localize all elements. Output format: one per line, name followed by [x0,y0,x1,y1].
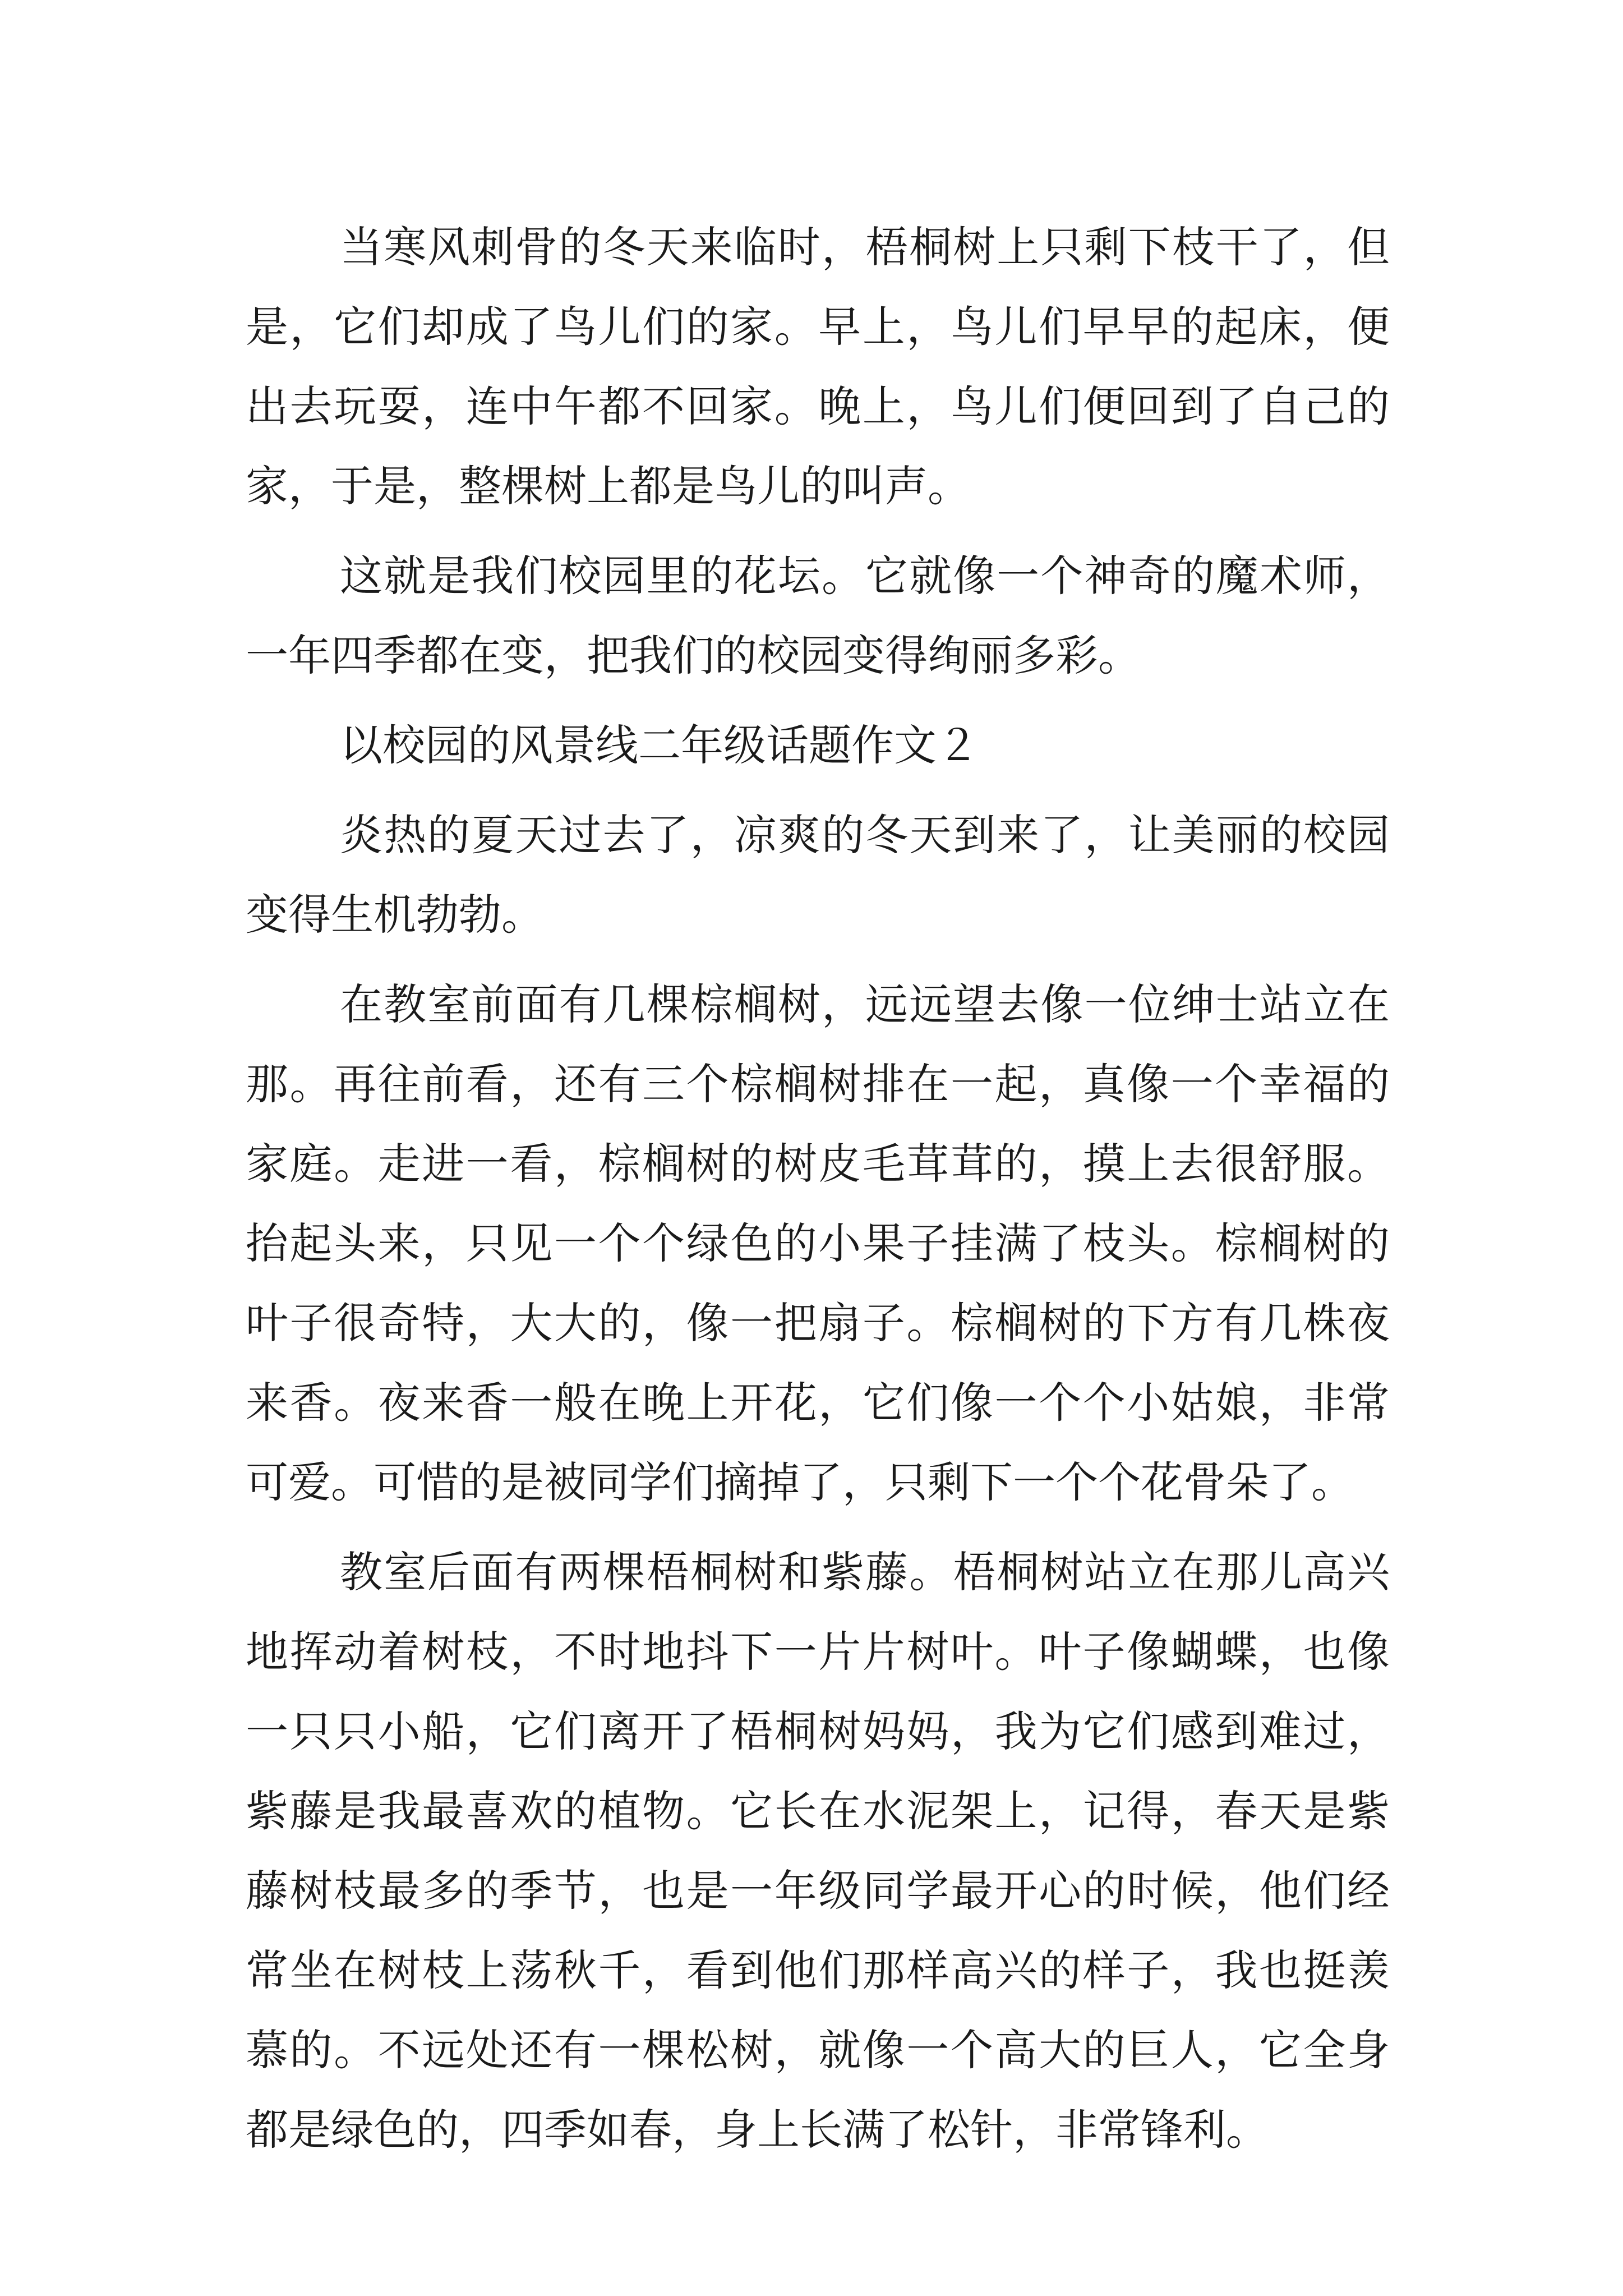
document-body [246,208,1390,2180]
paragraph-palm-trees: 在教室前面有几棵棕榈树，远远望去像一位绅士站立在那。再往前看，还有三个棕榈树排在一起，真像一个幸福的家庭。走进一看，棕榈树的树皮毛茸茸的，摸上去很舒服。抬起头来，只见一个个绿色的小果子挂满了枝头。棕榈树的叶子很奇特，大大的，像一把扇子。棕榈树的下方有几株夜来香。夜来香一般在晚上开花，它们像一个个小姑娘，非常可爱。可惜的是被同学们摘掉了，只剩下一个个花骨朵了。 [246,979,1390,1507]
paragraph-wutong-wisteria: 教室后面有两棵梧桐树和紫藤。梧桐树站立在那儿高兴地挥动着树枝，不时地抖下一片片树叶。叶子像蝴蝶，也像一只只小船，它们离开了梧桐树妈妈，我为它们感到难过，紫藤是我最喜欢的植物。它长在水泥架上，记得，春天是紫藤树枝最多的季节，也是一年级同学最开心的时候，他们经常坐在树枝上荡秋千，看到他们那样高兴的样子，我也挺羡慕的。不远处还有一棵松树，就像一个高大的巨人，它全身都是绿色的，四季如春，身上长满了松针，非常锋利。 [246,1547,1390,2155]
paragraph-flower-bed: 这就是我们校园里的花坛。它就像一个神奇的魔术师，一年四季都在变，把我们的校园变得绚丽多彩。 [246,551,1390,680]
paragraph-intro: 炎热的夏天过去了，凉爽的冬天到来了，让美丽的校园变得生机勃勃。 [246,810,1390,940]
paragraph-winter-birds: 当寒风刺骨的冬天来临时，梧桐树上只剩下枝干了，但是，它们却成了鸟儿们的家。早上，鸟儿们早早的起床，便出去玩耍，连中午都不回家。晚上，鸟儿们便回到了自己的家，于是，整棵树上都是鸟儿的叫声。 [246,222,1390,511]
essay-title-2: 以校园的风景线二年级话题作文２ [340,720,979,770]
